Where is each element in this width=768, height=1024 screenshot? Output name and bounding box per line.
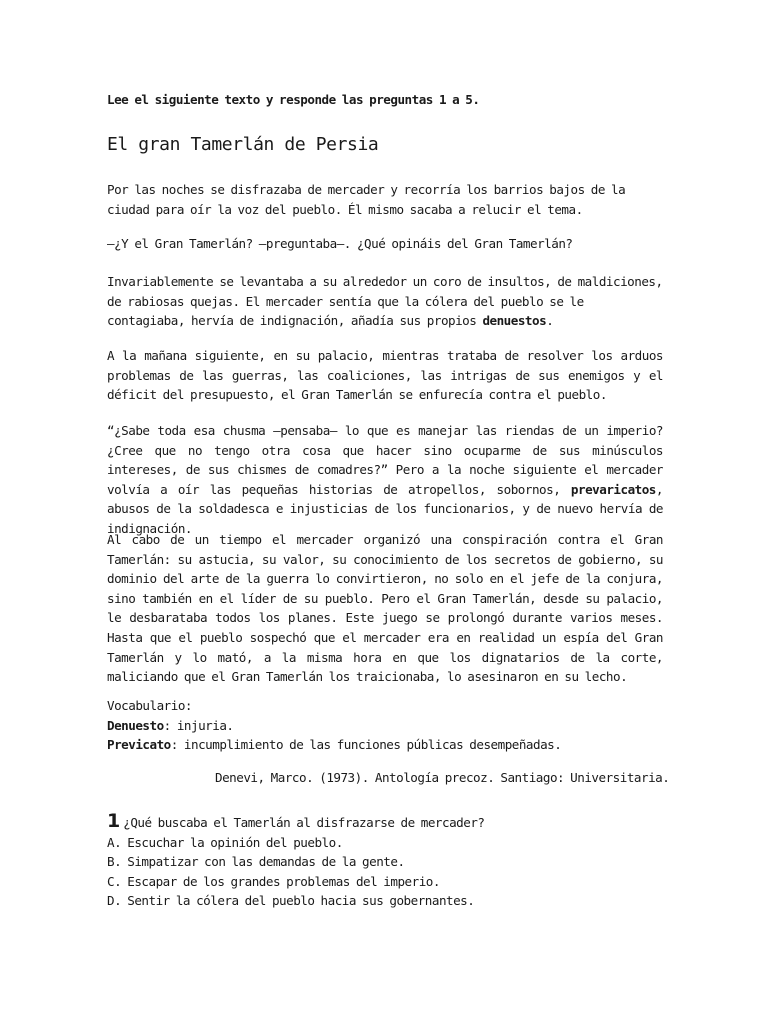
- vocabulary-section: [107, 696, 663, 755]
- paragraph-5-end: , abusos de la soldadesca e injusticias de los funcionarios, y de nuevo hervía de indignación.: [107, 481, 663, 536]
- vocabulary-item: [107, 735, 663, 755]
- question-stem: [107, 812, 663, 833]
- question-number: 1: [107, 810, 121, 832]
- vocabulary-term: Previcato: [107, 737, 171, 753]
- answer-option-b: B. Simpatizar con las demandas de la gente.: [107, 854, 405, 870]
- vocabulary-heading: Vocabulario:: [107, 698, 192, 713]
- bold-term-denuestos: denuestos: [482, 313, 547, 329]
- paragraph-3-end: .: [546, 313, 554, 329]
- paragraph-1: Por las noches se disfrazaba de mercader y recorría los barrios bajos de la ciudad para oír la voz del pueblo. Él mismo sacaba a relucir el tema.: [107, 182, 626, 217]
- vocabulary-definition: : injuria.: [163, 717, 234, 733]
- answer-option-a: A. Escuchar la opinión del pueblo.: [107, 834, 343, 850]
- document-title: El gran Tamerlán de Persia: [107, 134, 379, 155]
- question-text: ¿Qué buscaba el Tamerlán al disfrazarse de mercader?: [123, 815, 485, 830]
- paragraph-3-text: Invariablemente se levantaba a su alrededor un coro de insultos, de maldiciones, de rabiosas quejas. El mercader sentía que la cólera del pueblo se le contagiaba, hervía de indignación, añadía sus propios: [107, 274, 663, 329]
- vocabulary-term: Denuesto: [107, 717, 164, 733]
- citation: Denevi, Marco. (1973). Antología precoz. Santiago: Universitaria.: [215, 770, 670, 785]
- paragraph-5-text: “¿Sabe toda esa chusma —pensaba— lo que es manejar las riendas de un imperio? ¿Cree que no tengo otra cosa que hacer sino ocuparme de sus minúsculos intereses, de sus chismes de comadres?” Pero a la noche siguiente el mercader volvía a oír las pequeñas historias de atropellos, sobornos,: [107, 423, 663, 497]
- vocabulary-definition: : incumplimiento de las funciones públicas desempeñadas.: [170, 737, 562, 753]
- answer-option-d: D. Sentir la cólera del pueblo hacia sus gobernantes.: [107, 893, 475, 909]
- bold-term-prevaricatos: prevaricatos: [570, 481, 656, 497]
- vocabulary-item: [107, 716, 663, 736]
- answer-options: [107, 833, 663, 911]
- paragraph-4: A la mañana siguiente, en su palacio, mientras trataba de resolver los arduos problemas de las guerras, las coaliciones, las intrigas de sus enemigos y el déficit del presupuesto, el Gran Tamerlán se enfurecía contra el pueblo.: [107, 348, 663, 403]
- question-1: [107, 812, 663, 911]
- answer-option-c: C. Escapar de los grandes problemas del imperio.: [107, 873, 440, 889]
- paragraph-2: —¿Y el Gran Tamerlán? —preguntaba—. ¿Qué opináis del Gran Tamerlán?: [107, 236, 573, 251]
- paragraph-6: Al cabo de un tiempo el mercader organizó una conspiración contra el Gran Tamerlán: su astucia, su valor, su conocimiento de los secretos de gobierno, su dominio del arte de la guerra lo convirtieron, no solo en el jefe de la conjura, sino también en el líder de su pueblo. Pero el Gran Tamerlán, desde su palacio, le desbarataba todos los planes. Este juego se prolongó durante varios meses. Hasta que el pueblo sospechó que el mercader era en realidad un espía del Gran Tamerlán y lo mató, a la misma hora en que los dignatarios de la corte, maliciando que el Gran Tamerlán los traicionaba, lo asesinaron en su lecho.: [107, 532, 663, 685]
- paragraph-3: [107, 272, 663, 331]
- paragraph-5: [107, 421, 663, 539]
- instruction-text: Lee el siguiente texto y responde las preguntas 1 a 5.: [107, 92, 480, 107]
